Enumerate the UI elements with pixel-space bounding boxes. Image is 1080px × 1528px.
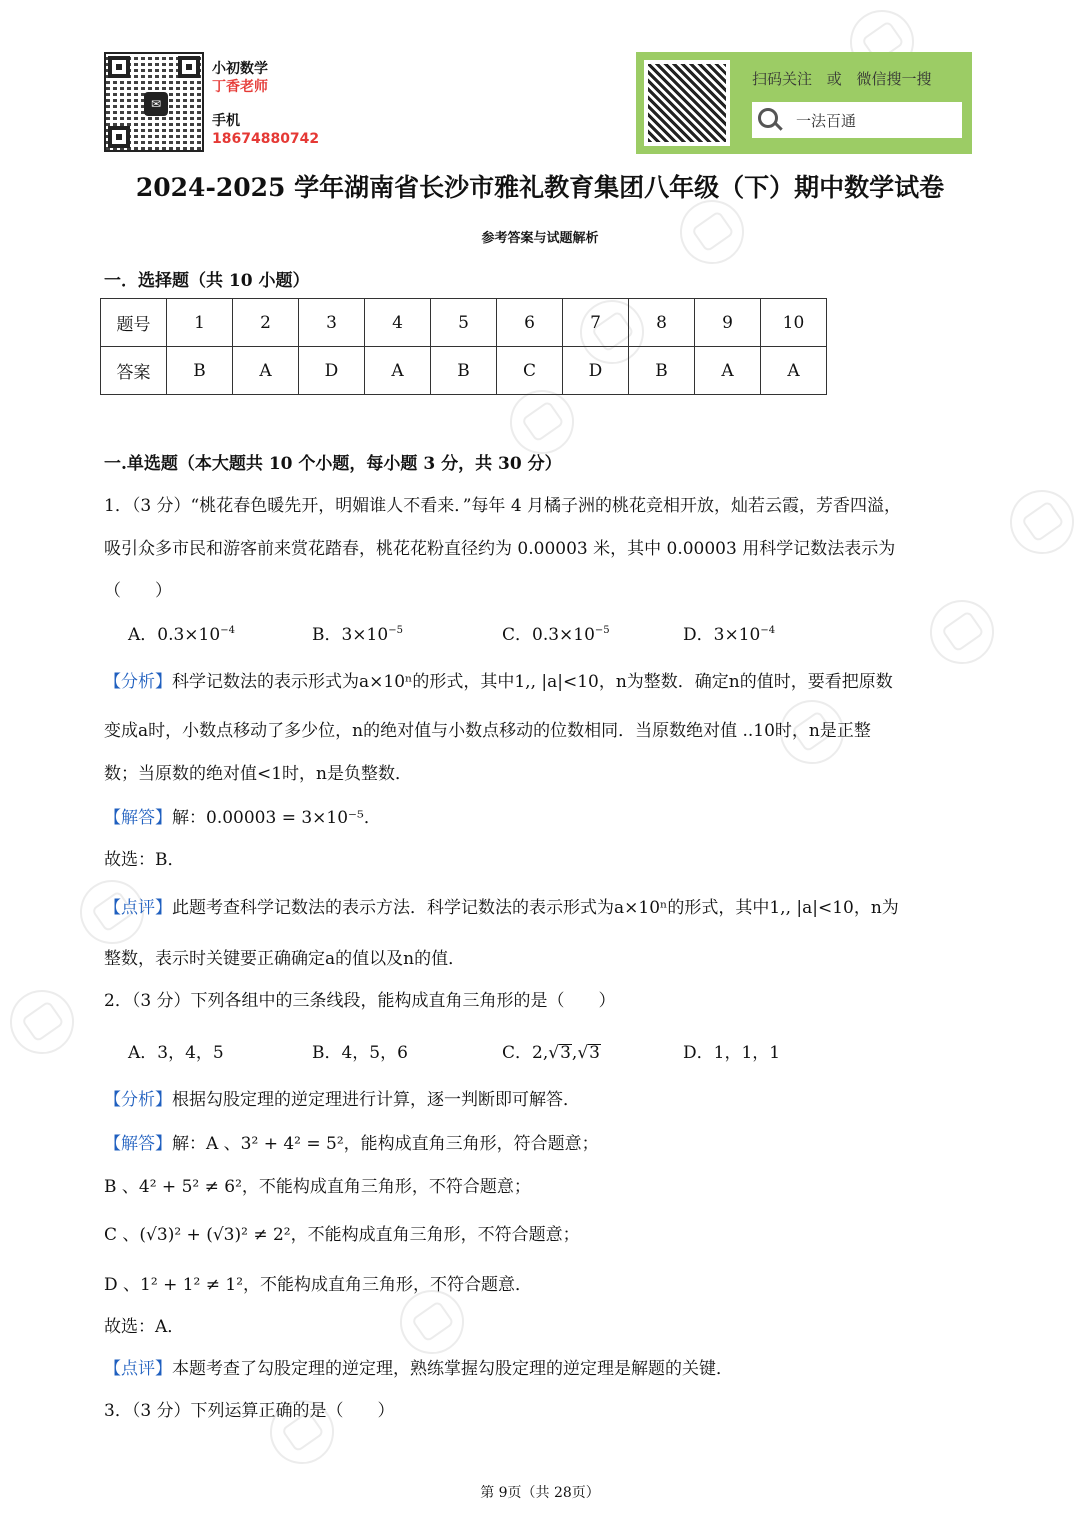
q2-answer: 【解答】解：A 、3² + 4² = 5²，能构成直角三角形，符合题意；	[104, 1134, 599, 1154]
q1-choose: 故选：B．	[104, 850, 185, 870]
table-cell: 6	[497, 299, 563, 347]
q2-comment: 【点评】本题考查了勾股定理的逆定理，熟练掌握勾股定理的逆定理是解题的关键．	[104, 1359, 733, 1379]
q1-option-b: B．$3\times 10^{-5}$	[312, 625, 403, 645]
search-icon	[758, 108, 778, 128]
table-cell: 8	[629, 299, 695, 347]
watermark-icon	[917, 587, 1006, 676]
q2-stem: 2．（3 分）下列各组中的三条线段，能构成直角三角形的是（ ）	[104, 991, 616, 1011]
section-heading: 一．选择题（共 10 小题）	[104, 271, 310, 291]
q1-option-d: D．$3\times 10^{-4}$	[683, 625, 776, 645]
wechat-search-banner	[636, 52, 972, 154]
q1-option-c: C．$0.3\times 10^{-5}$	[502, 625, 610, 645]
q2-answer-line: B 、4² + 5² ≠ 6²，不能构成直角三角形，不符合题意；	[104, 1177, 531, 1197]
q3-stem: 3．（3 分）下列运算正确的是（ ）	[104, 1401, 395, 1421]
watermark-icon	[0, 977, 87, 1066]
table-cell: 2	[233, 299, 299, 347]
table-cell: 7	[563, 299, 629, 347]
table-cell: B	[167, 347, 233, 395]
q1-comment-line: 整数，表示时关键要正确确定a的值以及n的值．	[104, 949, 466, 969]
q2-answer-line: C 、(√3)² + (√3)² ≠ 2²，不能构成直角三角形，不符合题意；	[104, 1225, 580, 1245]
q2-option-b: B．4，5，6	[312, 1043, 408, 1063]
table-cell: B	[629, 347, 695, 395]
table-cell: 9	[695, 299, 761, 347]
q1-analysis-line: 数；当原数的绝对值<1时，n是负整数．	[104, 764, 413, 784]
table-cell: A	[695, 347, 761, 395]
table-row	[101, 347, 827, 395]
table-cell: D	[563, 347, 629, 395]
brand-block	[212, 60, 319, 148]
table-cell: A	[365, 347, 431, 395]
q1-answer: 【解答】解：0.00003 = 3×10⁻⁵．	[104, 808, 381, 828]
section-heading: 一.单选题（本大题共 10 个小题，每小题 3 分，共 30 分）	[104, 454, 562, 474]
search-box	[752, 102, 962, 138]
q2-analysis: 【分析】根据勾股定理的逆定理进行计算，逐一判断即可解答．	[104, 1090, 580, 1110]
table-cell: 3	[299, 299, 365, 347]
table-cell: 10	[761, 299, 827, 347]
brand-phone: 18674880742	[212, 131, 320, 147]
search-text: 一法百通	[796, 112, 857, 130]
page-footer: 第 9页（共 28页）	[480, 1485, 600, 1501]
table-row	[101, 299, 827, 347]
q1-comment: 【点评】此题考查科学记数法的表示方法．科学记数法的表示形式为a×10ⁿ的形式，其中1,, |a|<10，n为	[104, 898, 899, 918]
table-cell: 4	[365, 299, 431, 347]
q2-option-d: D．1，1，1	[683, 1043, 781, 1063]
watermark-icon	[997, 477, 1080, 566]
q1-option-a: A．$0.3\times 10^{-4}$	[128, 625, 235, 645]
q1-analysis-line: 变成a时，小数点移动了多少位，n的绝对值与小数点移动的位数相同．当原数绝对值 ..10时，n是正整	[104, 721, 871, 741]
q2-answer-line: D 、1² + 1² ≠ 1²，不能构成直角三角形，不符合题意．	[104, 1275, 533, 1295]
table-header: 题号	[101, 299, 167, 347]
wechat-icon: ✉	[144, 92, 168, 116]
table-cell: A	[761, 347, 827, 395]
banner-text: 扫码关注 或 微信搜一搜	[752, 70, 932, 88]
table-cell: B	[431, 347, 497, 395]
table-cell: C	[497, 347, 563, 395]
page-title: 2024-2025 学年湖南省长沙市雅礼教育集团八年级（下）期中数学试卷	[135, 173, 945, 202]
table-header: 答案	[101, 347, 167, 395]
brand-name: 小初数学	[212, 61, 268, 77]
page-subtitle: 参考答案与试题解析	[481, 231, 599, 246]
q1-stem-line: （ ）	[104, 581, 172, 601]
q2-option-c: C．2,√3,√3	[502, 1043, 600, 1063]
q1-stem-line: 吸引众多市民和游客前来赏花踏春，桃花花粉直径约为 0.00003 米，其中 0.00003 用科学记数法表示为	[104, 539, 896, 559]
q1-analysis: 【分析】科学记数法的表示形式为a×10ⁿ的形式，其中1,, |a|<10，n为整数．确定n的值时，要看把原数	[104, 672, 893, 692]
q2-choose: 故选：A．	[104, 1317, 185, 1337]
table-cell: A	[233, 347, 299, 395]
brand-phone-label: 手机	[212, 113, 240, 129]
table-cell: 1	[167, 299, 233, 347]
answer-table	[100, 298, 827, 395]
table-cell: 5	[431, 299, 497, 347]
q2-option-a: A．3，4，5	[128, 1043, 224, 1063]
brand-teacher: 丁香老师	[212, 79, 268, 95]
qr-code	[104, 52, 204, 152]
table-cell: D	[299, 347, 365, 395]
qr-code	[644, 60, 730, 146]
q1-stem-line: 1．（3 分）“桃花春色暖先开，明媚谁人不看来．”每年 4 月橘子洲的桃花竞相开放，灿若云霞，芳香四溢，	[104, 496, 902, 516]
